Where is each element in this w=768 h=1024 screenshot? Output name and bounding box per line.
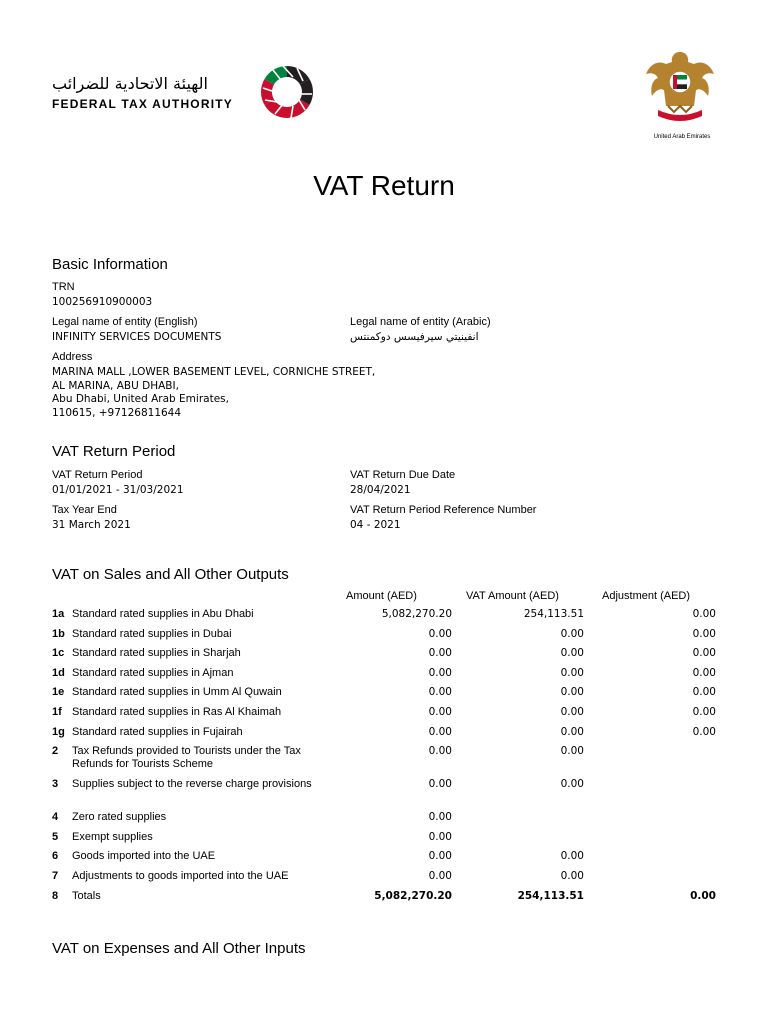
row-adjustment: 0.00 — [692, 666, 716, 679]
row-description: Goods imported into the UAE — [72, 850, 216, 863]
row-description: Standard rated supplies in Fujairah — [72, 725, 243, 738]
due-date-value: 28/04/2021 — [350, 484, 411, 496]
section-title-vat-on-sales: VAT on Sales and All Other Outputs — [52, 566, 289, 583]
trn-value: 100256910900003 — [52, 296, 153, 308]
row-vat-amount: 0.00 — [560, 850, 584, 863]
section-title-vat-on-expenses: VAT on Expenses and All Other Inputs — [52, 940, 306, 957]
row-amount: 0.00 — [428, 830, 452, 843]
row-description: Standard rated supplies in Dubai — [72, 627, 232, 640]
table-row — [52, 778, 722, 811]
tax-year-end-label: Tax Year End — [52, 504, 117, 516]
legal-name-ar-label: Legal name of entity (Arabic) — [350, 316, 491, 328]
address-line: 110615, +97126811644 — [52, 406, 182, 419]
row-number: 7 — [52, 869, 59, 882]
row-description: Standard rated supplies in Ajman — [72, 666, 234, 679]
row-adjustment: 0.00 — [692, 725, 716, 738]
table-row — [52, 811, 722, 831]
table-row — [52, 608, 722, 628]
row-amount: 0.00 — [428, 627, 452, 640]
column-header-amount: Amount (AED) — [346, 590, 417, 602]
address-line: Abu Dhabi, United Arab Emirates, — [52, 393, 229, 405]
uae-emblem-icon — [644, 46, 716, 126]
row-amount: 0.00 — [428, 778, 452, 791]
row-number: 1f — [52, 705, 62, 718]
row-vat-amount: 0.00 — [560, 647, 584, 660]
row-number: 3 — [52, 778, 59, 791]
row-vat-amount: 254,113.51 — [517, 889, 584, 902]
address-block — [52, 366, 375, 420]
fta-english-name: FEDERAL TAX AUTHORITY — [52, 97, 233, 111]
row-vat-amount: 0.00 — [560, 627, 584, 640]
row-number: 5 — [52, 830, 59, 843]
row-amount: 0.00 — [428, 686, 452, 699]
row-number: 1c — [52, 647, 65, 660]
legal-name-en-label: Legal name of entity (English) — [52, 316, 198, 328]
table-row — [52, 647, 722, 667]
row-vat-amount: 0.00 — [560, 686, 584, 699]
row-amount: 5,082,270.20 — [374, 889, 452, 902]
row-description: Standard rated supplies in Abu Dhabi — [72, 608, 254, 620]
row-vat-amount: 0.00 — [560, 666, 584, 679]
legal-name-ar-value: انفينيتي سيرفيسس دوكمنتس — [350, 331, 479, 343]
row-amount: 0.00 — [428, 869, 452, 882]
reference-number-label: VAT Return Period Reference Number — [350, 504, 537, 516]
row-amount: 0.00 — [428, 850, 452, 863]
row-amount: 0.00 — [428, 725, 452, 738]
row-amount: 0.00 — [428, 666, 452, 679]
reference-number-value: 04 - 2021 — [350, 519, 401, 531]
row-vat-amount: 0.00 — [560, 869, 584, 882]
column-header-vat-amount: VAT Amount (AED) — [466, 590, 559, 602]
table-row — [52, 726, 722, 746]
row-description: Totals — [72, 889, 101, 902]
row-amount: 0.00 — [428, 811, 452, 824]
row-adjustment: 0.00 — [692, 627, 716, 640]
sales-table-header — [52, 590, 722, 608]
row-vat-amount: 0.00 — [560, 705, 584, 718]
row-amount: 0.00 — [428, 647, 452, 660]
row-description: Tax Refunds provided to Tourists under the Tax Refunds for Tourists Scheme — [72, 745, 301, 771]
address-line: AL MARINA, ABU DHABI, — [52, 379, 179, 392]
row-adjustment: 0.00 — [692, 608, 716, 620]
trn-label: TRN — [52, 281, 75, 293]
row-number: 4 — [52, 811, 59, 824]
row-number: 1e — [52, 686, 65, 699]
row-number: 2 — [52, 745, 59, 758]
table-row — [52, 667, 722, 687]
section-title-vat-return-period: VAT Return Period — [52, 443, 176, 460]
row-vat-amount: 0.00 — [560, 745, 584, 758]
row-description: Standard rated supplies in Umm Al Quwain — [72, 686, 282, 699]
table-row — [52, 686, 722, 706]
row-description: Exempt supplies — [72, 830, 153, 843]
sales-table — [52, 590, 722, 909]
uae-caption: United Arab Emirates — [653, 134, 711, 140]
row-number: 6 — [52, 850, 59, 863]
row-amount: 0.00 — [428, 745, 452, 758]
table-row — [52, 890, 722, 910]
row-vat-amount: 254,113.51 — [523, 608, 584, 620]
table-row — [52, 850, 722, 870]
table-row — [52, 628, 722, 648]
row-adjustment: 0.00 — [692, 686, 716, 699]
row-number: 1b — [52, 627, 65, 640]
row-description: Standard rated supplies in Sharjah — [72, 647, 241, 660]
address-label: Address — [52, 351, 93, 363]
row-adjustment: 0.00 — [690, 889, 716, 902]
tax-year-end-value: 31 March 2021 — [52, 519, 131, 531]
due-date-label: VAT Return Due Date — [350, 469, 456, 481]
row-number: 1d — [52, 666, 65, 679]
table-row — [52, 706, 722, 726]
period-value: 01/01/2021 - 31/03/2021 — [52, 484, 184, 496]
table-row — [52, 831, 722, 851]
row-amount: 5,082,270.20 — [381, 608, 452, 620]
row-description: Standard rated supplies in Ras Al Khaimah — [72, 705, 282, 718]
sales-table-body — [52, 608, 722, 909]
row-number: 1a — [52, 608, 65, 620]
row-description: Adjustments to goods imported into the UAE — [72, 869, 289, 882]
fta-logo-icon — [254, 62, 320, 122]
table-row — [52, 745, 722, 778]
row-adjustment: 0.00 — [692, 647, 716, 660]
fta-arabic-name: الهيئة الاتحادية للضرائب — [52, 74, 208, 93]
section-title-basic-information: Basic Information — [52, 256, 168, 273]
page-title: VAT Return — [313, 170, 455, 201]
period-label: VAT Return Period — [52, 469, 143, 481]
table-row — [52, 870, 722, 890]
address-line: MARINA MALL ,LOWER BASEMENT LEVEL, CORNICHE STREET, — [52, 366, 376, 378]
row-adjustment: 0.00 — [692, 705, 716, 718]
row-description: Zero rated supplies — [72, 811, 167, 824]
legal-name-en-value: INFINITY SERVICES DOCUMENTS — [52, 331, 222, 343]
row-number: 1g — [52, 725, 65, 738]
row-vat-amount: 0.00 — [560, 778, 584, 791]
row-vat-amount: 0.00 — [560, 725, 584, 738]
row-number: 8 — [52, 889, 59, 902]
row-amount: 0.00 — [428, 705, 452, 718]
column-header-adjustment: Adjustment (AED) — [602, 590, 691, 602]
row-description: Supplies subject to the reverse charge provisions — [72, 778, 312, 791]
